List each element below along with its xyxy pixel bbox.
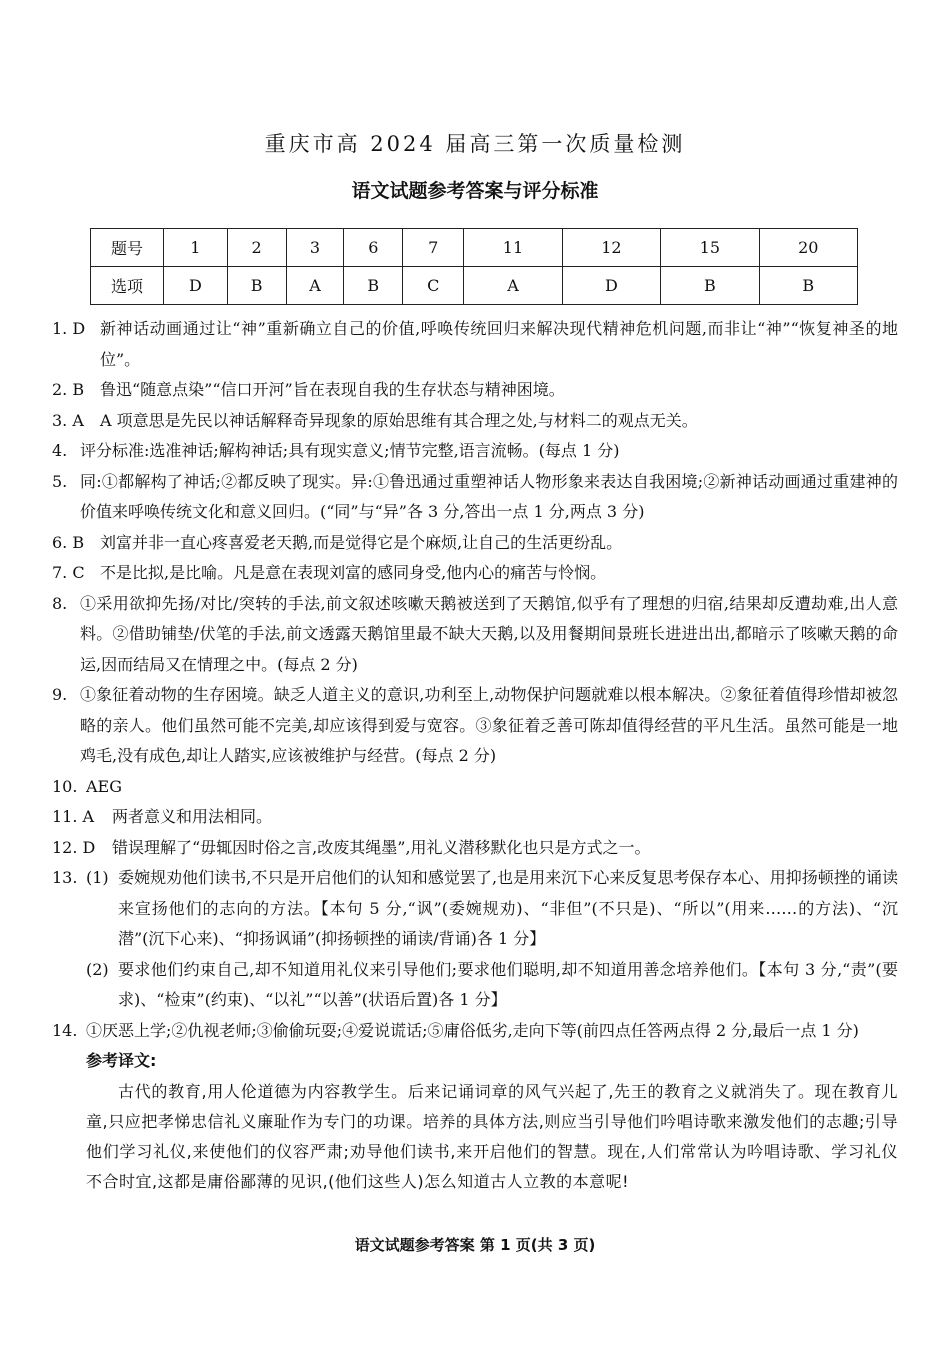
- item-text: 两者意义和用法相同。: [112, 807, 273, 826]
- item-text: A 项意思是先民以神话解释奇异现象的原始思维有其合理之处,与材料二的观点无关。: [100, 410, 698, 430]
- table-cell-number: 6: [344, 229, 403, 267]
- table-cell-number: 3: [286, 229, 344, 267]
- answer-table-choice-row: [91, 267, 858, 305]
- answer-item-3: [52, 406, 898, 437]
- item-text: 要求他们约束自己,却不知道用礼仪来引导他们;要求他们聪明,却不知道用善念培养他们。【本句 3 分,“责”(要求)、“检束”(约束)、“以礼”“以善”(状语后置)各 1 分】: [118, 959, 898, 1009]
- translation-heading: 参考译文:: [86, 1051, 157, 1070]
- table-cell-number: 15: [661, 229, 759, 267]
- answer-item-7: [52, 558, 898, 589]
- answer-item-14: [52, 1016, 898, 1047]
- answer-item-9: [52, 680, 898, 772]
- item-number: 5.: [52, 471, 68, 491]
- answer-item-10: [52, 772, 898, 803]
- item-number: 4.: [52, 441, 68, 460]
- item-text: ①采用欲抑先扬/对比/突转的手法,前文叙述咳嗽天鹅被送到了天鹅馆,似乎有了理想的归宿,结果却反遭劫难,出人意料。②借助铺垫/伏笔的手法,前文透露天鹅馆里最不缺大天鹅,以及用餐期间景班长进进出出,都暗示了咳嗽天鹅的命运,因而结局又在情理之中。(每点 2 分): [80, 593, 898, 674]
- item-text: 评分标准:选准神话;解构神话;具有现实意义;情节完整,语言流畅。(每点 1 分): [80, 441, 620, 460]
- table-cell-choice: A: [464, 267, 562, 305]
- table-cell-choice: B: [759, 267, 857, 305]
- item-text: ①厌恶上学;②仇视老师;③偷偷玩耍;④爱说谎话;⑤庸俗低劣,走向下等(前四点任答两点得 2 分,最后一点 1 分): [86, 1020, 859, 1040]
- item-number: 13.: [52, 868, 78, 887]
- table-cell-choice: B: [344, 267, 403, 305]
- page-footer: 语文试题参考答案 第 1 页(共 3 页): [354, 1236, 596, 1254]
- item-number: 14.: [52, 1020, 78, 1040]
- item-text: ①象征着动物的生存困境。缺乏人道主义的意识,功利至上,动物保护问题就难以根本解决。②象征着值得珍惜却被忽略的亲人。他们虽然可能不完美,却应该得到爱与宽容。③象征着乏善可陈却值得经营的平凡生活。虽然可能是一地鸡毛,没有成色,却让人踏实,应该被维护与经营。(每点 2 分): [80, 685, 898, 765]
- table-cell-choice: D: [562, 267, 660, 305]
- item-text: 错误理解了“毋辄因时俗之言,改废其绳墨”,用礼义潜移默化也只是方式之一。: [112, 837, 651, 857]
- item-number: 1. D: [52, 319, 86, 338]
- answer-item-11: [52, 802, 898, 833]
- table-cell-choice: B: [661, 267, 759, 305]
- item-text: 同:①都解构了神话;②都反映了现实。异:①鲁迅通过重塑神话人物形象来表达自我困境;②新神话动画通过重建神的价值来呼唤传统文化和意义回归。(“同”与“异”各 3 分,答出一点 1 分,两点 3 分): [80, 471, 898, 521]
- sub-number: (1): [86, 868, 109, 887]
- item-number: 11. A: [52, 807, 95, 826]
- item-text: 不是比拟,是比喻。凡是意在表现刘富的感同身受,他内心的痛苦与怜悯。: [100, 563, 607, 582]
- item-number: 6. B: [52, 532, 85, 552]
- item-number: 3. A: [52, 410, 84, 430]
- item-number: 8.: [52, 593, 68, 613]
- item-number: 12. D: [52, 837, 96, 857]
- table-cell-number: 2: [227, 229, 286, 267]
- table-cell-number: 20: [759, 229, 857, 267]
- answer-table-number-row: [91, 229, 858, 267]
- table-cell-choice: B: [227, 267, 286, 305]
- answer-item-6: [52, 528, 898, 559]
- table-cell-choice: C: [403, 267, 464, 305]
- table-cell-number: 12: [562, 229, 660, 267]
- item-number: 10.: [52, 776, 78, 796]
- table-cell-choice: A: [286, 267, 344, 305]
- item-text: 新神话动画通过让“神”重新确立自己的价值,呼唤传统回归来解决现代精神危机问题,而非让“神”“恢复神圣的地位”。: [100, 319, 898, 369]
- answer-item-2: [52, 375, 898, 406]
- translation-text: 古代的教育,用人伦道德为内容教学生。后来记诵词章的风气兴起了,先王的教育之义就消失了。现在教育儿童,只应把孝悌忠信礼义廉耻作为专门的功课。培养的具体方法,则应当引导他们吟唱诗歌来激发他们的志趣;引导他们学习礼仪,来使他们的仪容严肃;劝导他们读书,来开启他们的智慧。现在,人们常常认为吟唱诗歌、学习礼仪不合时宜,这都是庸俗鄙薄的见识,(他们这些人)怎么知道古人立教的本意呢!: [86, 1081, 898, 1191]
- answer-item-1: [52, 314, 898, 375]
- item-text: 委婉规劝他们读书,不只是开启他们的认知和感觉罢了,也是用来沉下心来反复思考保存本心、用抑扬顿挫的诵读来宣扬他们的志向的方法。【本句 5 分,“讽”(委婉规劝)、“非但”(不只是)、“所以”(用来……的方法)、“沉潜”(沉下心来)、“抑扬讽诵”(抑扬顿挫的诵读/背诵)各 1 分】: [118, 868, 898, 948]
- item-number: 2. B: [52, 380, 85, 399]
- table-cell-number: 7: [403, 229, 464, 267]
- table-cell-number: 11: [464, 229, 562, 267]
- answer-item-8: [52, 589, 898, 681]
- answer-list: [52, 314, 898, 1197]
- answer-table: [90, 228, 858, 305]
- table-header-choice: 选项: [91, 267, 164, 305]
- answer-item-13: [52, 863, 898, 955]
- document-title: 重庆市高 2024 届高三第一次质量检测: [264, 132, 686, 156]
- answer-item-4: [52, 436, 898, 467]
- item-number: 7. C: [52, 563, 85, 582]
- answer-item-13-part-2: [52, 955, 898, 1016]
- table-cell-choice: D: [164, 267, 228, 305]
- table-header-number: 题号: [91, 229, 164, 267]
- document-subtitle: 语文试题参考答案与评分标准: [351, 180, 599, 202]
- answer-item-5: [52, 467, 898, 528]
- table-cell-number: 1: [164, 229, 228, 267]
- item-number: 9.: [52, 685, 68, 704]
- item-text: AEG: [86, 776, 123, 796]
- sub-number: (2): [86, 959, 109, 979]
- item-text: 鲁迅“随意点染”“信口开河”旨在表现自我的生存状态与精神困境。: [100, 380, 565, 399]
- item-text: 刘富并非一直心疼喜爱老天鹅,而是觉得它是个麻烦,让自己的生活更纷乱。: [100, 532, 623, 552]
- answer-item-12: [52, 833, 898, 864]
